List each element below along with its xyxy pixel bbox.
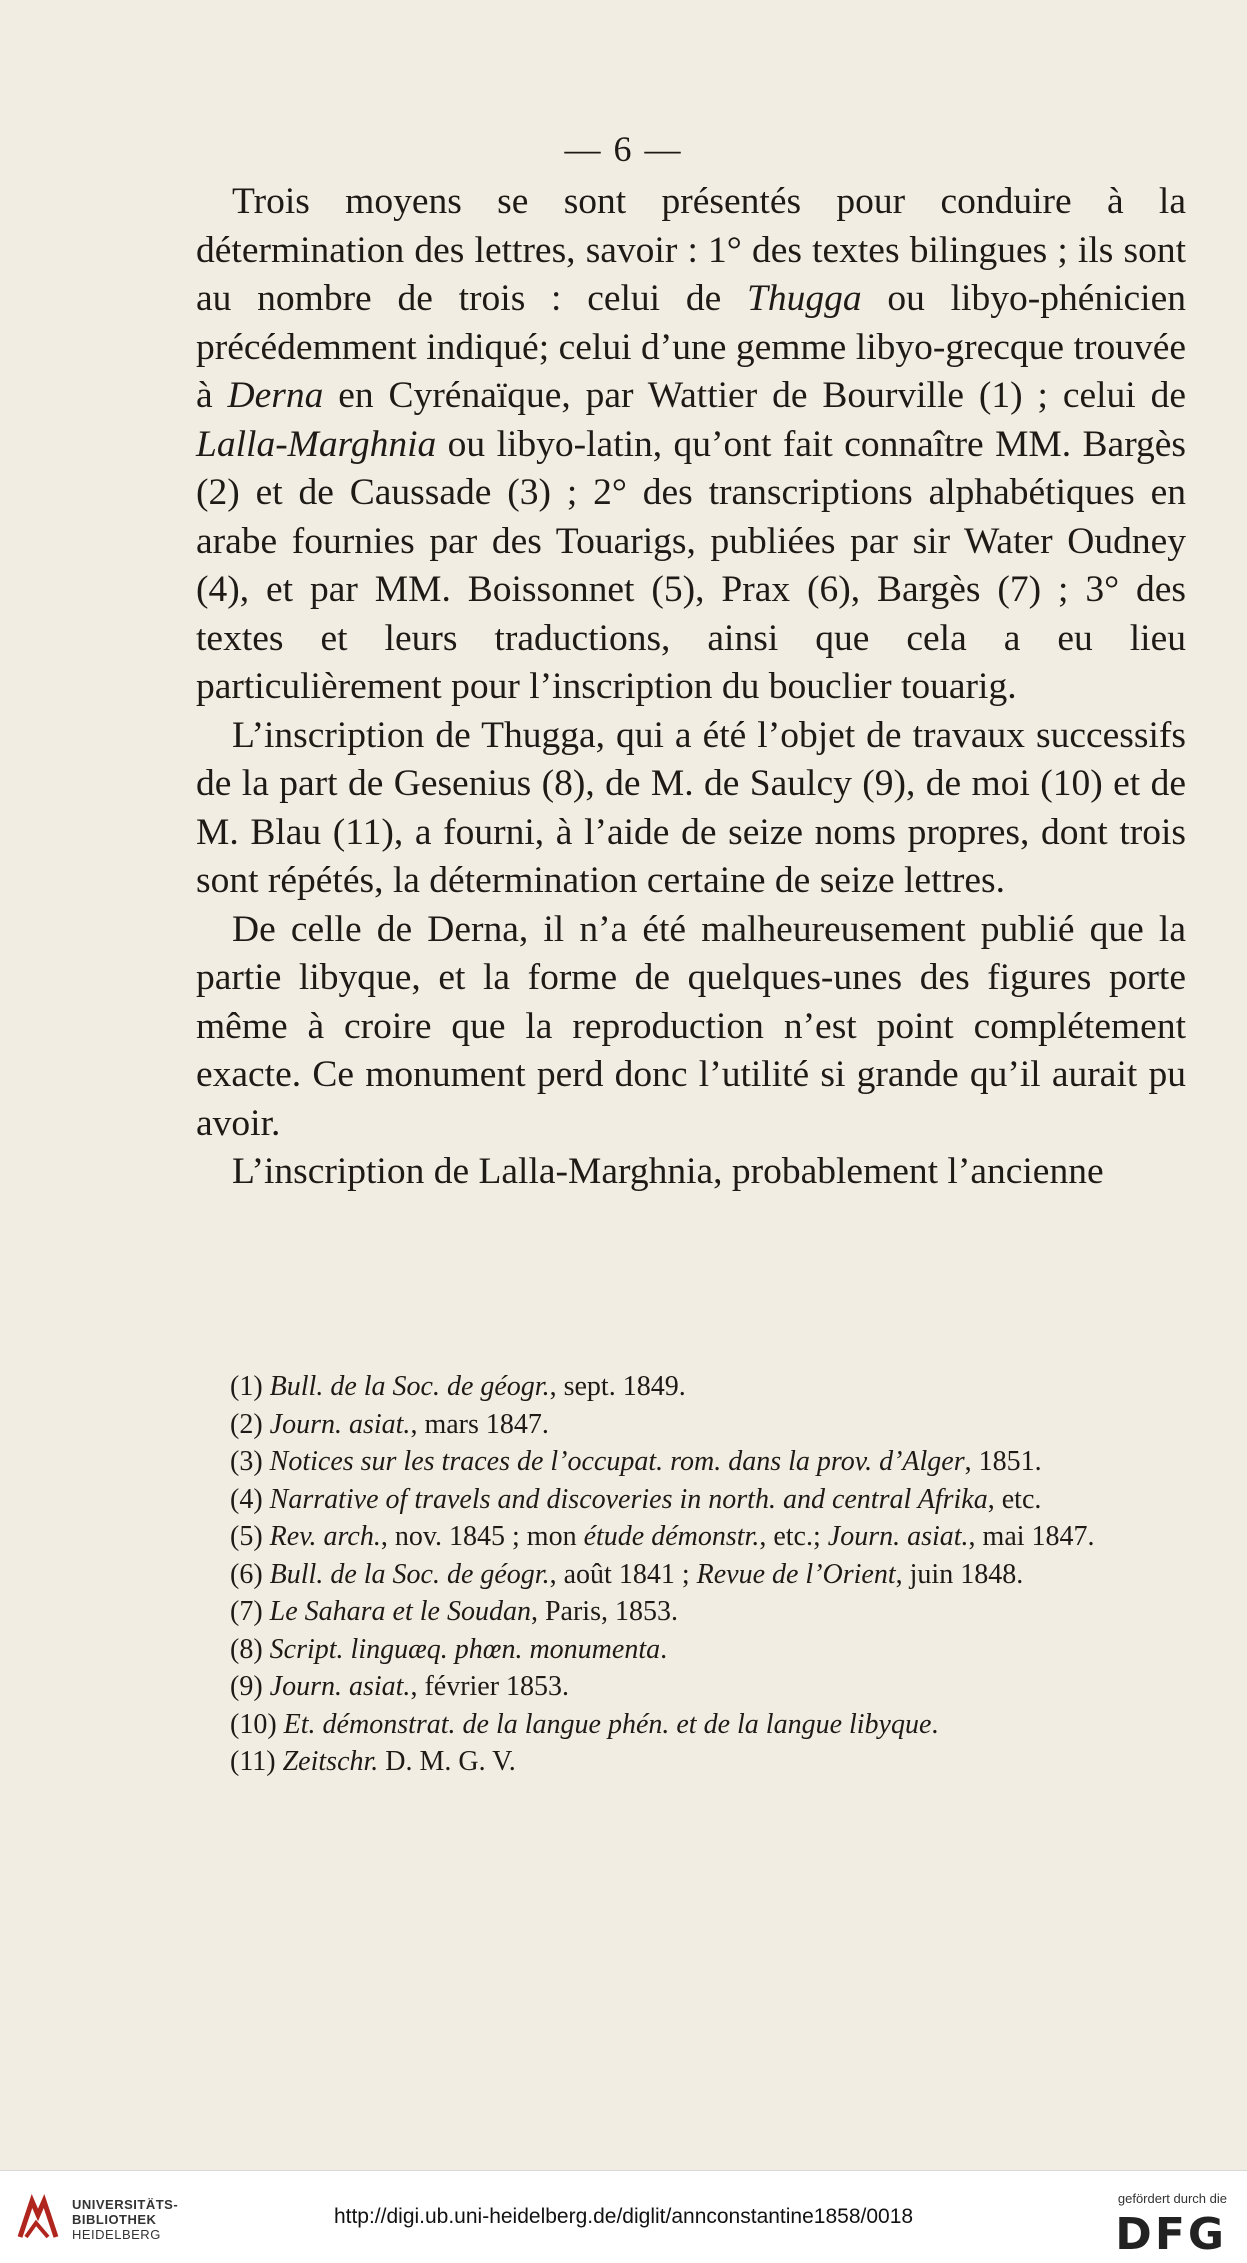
text-run: L’inscription de Lalla-Marghnia, probablement l’ancienne [232, 1151, 1104, 1192]
italic-run: Bull. de la Soc. de géogr. [269, 1371, 550, 1402]
text-run: ou libyo-latin, qu’ont fait connaître MM. Bargès (2) et de Caussade (3) ; 2° des transcriptions alphabétiques en arabe fournies par des Touarigs, publiées par sir Water Oudney (4), et par MM. Boissonnet (5), Prax (6), Bargès (7) ; 3° des textes et leurs traductions, ainsi que cela a eu lieu particulièrement pour l’inscription du bouclier touarig. [196, 423, 1186, 707]
text-run: , 1851. [964, 1446, 1042, 1477]
footnote [196, 1706, 1186, 1744]
library-name-line: HEIDELBERG [72, 2227, 161, 2242]
text-run: L’inscription de Thugga, qui a été l’objet de travaux successifs de la part de Gesenius (8), de M. de Saulcy (9), de moi (10) et de M. Blau (11), a fourni, à l’aide de seize noms propres, dont trois sont répétés, la détermination certaine de seize lettres. [196, 714, 1186, 901]
footnote [196, 1668, 1186, 1706]
text-run: , Paris, 1853. [530, 1596, 678, 1627]
italic-run: Et. démonstrat. de la langue phén. et de la langue libyque [283, 1708, 932, 1740]
text-run: (1) [230, 1371, 270, 1402]
footnote [196, 1631, 1186, 1669]
italic-run: Rev. arch. [269, 1521, 381, 1552]
text-run: , etc.; [759, 1521, 828, 1552]
text-run: . [931, 1708, 939, 1740]
text-run: , février 1853. [410, 1671, 570, 1702]
text-run: . [660, 1633, 668, 1665]
text-run: (9) [230, 1671, 270, 1702]
italic-run: Revue de l’Orient [696, 1558, 896, 1590]
library-name-line: BIBLIOTHEK [72, 2212, 157, 2227]
page-number: — 6 — [564, 129, 683, 169]
text-run: (10) [230, 1708, 284, 1740]
paragraph [196, 906, 1186, 1149]
text-run: (4) [230, 1483, 270, 1515]
body-text [196, 178, 1186, 1197]
footnote [196, 1743, 1186, 1781]
text-run: (11) [230, 1746, 283, 1777]
text-run: (5) [230, 1521, 270, 1552]
footnote [196, 1443, 1186, 1481]
italic-run: Zeitschr. [282, 1746, 379, 1777]
text-run: , juin 1848. [895, 1558, 1024, 1590]
text-run: , mars 1847. [410, 1408, 549, 1440]
library-name-line: UNIVERSITÄTS- [72, 2197, 179, 2212]
italic-run: Narrative of travels and discoveries in north. and central Afrika [269, 1483, 988, 1515]
viewer-footer [0, 2170, 1247, 2263]
footnote [196, 1481, 1186, 1519]
text-run: Trois moyens se sont présentés pour conduire à la détermination des lettres, savoir : 1° des textes bilingues ; ils sont au nombre de trois : celui de [196, 181, 1186, 319]
text-run: en Cyrénaïque, par Wattier de Bourville (1) ; celui de [323, 375, 1186, 416]
text-run: (2) [230, 1408, 270, 1440]
text-run: De celle de Derna, il n’a été malheureusement publié que la partie libyque, et la forme de quelques-unes des figures porte même à croire que la reproduction n’est point complétement exacte. Ce monument perd donc l’utilité si grande qu’il aurait pu avoir. [196, 908, 1186, 1144]
italic-run: Journ. asiat. [269, 1671, 411, 1702]
text-run: (6) [230, 1558, 270, 1590]
italic-run: Lalla-Marghnia [196, 423, 437, 465]
document-url-link[interactable]: http://digi.ub.uni-heidelberg.de/diglit/annconstantine1858/0018 [333, 2205, 914, 2228]
funder-label: gefördert durch die [1117, 2191, 1227, 2206]
text-run: (7) [230, 1596, 270, 1627]
text-run: , nov. 1845 ; mon [380, 1521, 584, 1552]
italic-run: étude démonstr. [583, 1521, 760, 1552]
text-run: ou libyo-phénicien précédemment indiqué; celui d’une gemme libyo-grecque trouvée à [196, 278, 1186, 416]
footnote [196, 1556, 1186, 1594]
italic-run: Derna [227, 375, 324, 416]
italic-run: Journ. asiat. [269, 1408, 411, 1440]
footnotes [196, 1368, 1186, 1781]
italic-run: Notices sur les traces de l’occupat. rom. dans la prov. d’Alger [269, 1446, 965, 1477]
dfg-logo: DFG [1115, 2209, 1227, 2260]
paragraph [196, 712, 1186, 906]
italic-run: Thugga [747, 278, 862, 319]
text-run: (8) [230, 1633, 270, 1665]
footnote [196, 1368, 1186, 1406]
italic-run: Journ. asiat. [827, 1521, 969, 1552]
text-run: (3) [230, 1446, 270, 1477]
italic-run: Le Sahara et le Soudan [269, 1596, 531, 1627]
paragraph [196, 1148, 1186, 1197]
text-run: , sept. 1849. [549, 1371, 686, 1402]
text-run: D. M. G. V. [378, 1746, 516, 1777]
text-run: , août 1841 ; [549, 1558, 697, 1590]
text-run: , etc. [987, 1483, 1042, 1515]
footnote [196, 1518, 1186, 1556]
paragraph [196, 178, 1186, 712]
italic-run: Bull. de la Soc. de géogr. [269, 1558, 550, 1590]
footnote [196, 1406, 1186, 1444]
italic-run: Script. linguæq. phœn. monumenta [269, 1633, 661, 1665]
footnote [196, 1593, 1186, 1631]
text-run: , mai 1847. [968, 1521, 1095, 1552]
